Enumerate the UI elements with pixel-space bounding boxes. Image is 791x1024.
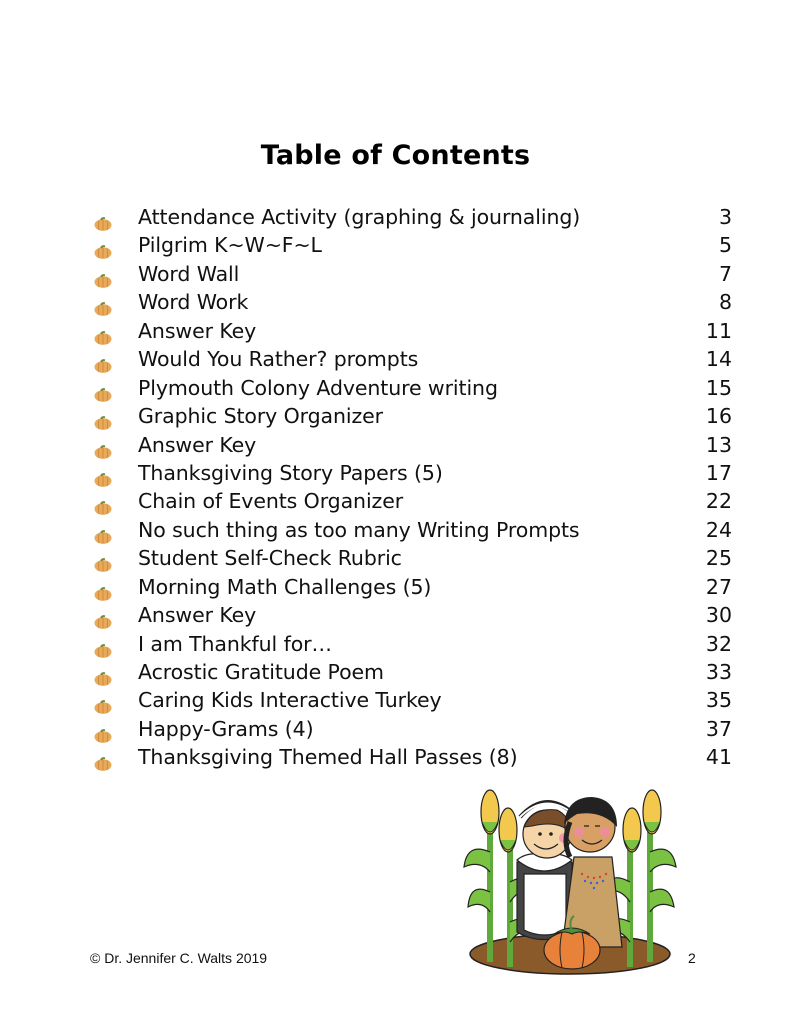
toc-entry[interactable] (92, 374, 742, 402)
thanksgiving-illustration (462, 782, 678, 978)
toc-entry-label: Caring Kids Interactive Turkey (138, 688, 442, 713)
pumpkin-icon (94, 551, 112, 565)
pumpkin-icon (94, 722, 112, 736)
toc-entry-label: Would You Rather? prompts (138, 347, 419, 372)
pumpkin-icon (94, 267, 112, 281)
toc-entry-label: Word Wall (138, 261, 240, 286)
toc-entry-page: 5 (718, 233, 732, 258)
toc-entry-page: 8 (718, 290, 732, 315)
pumpkin-icon (94, 295, 112, 309)
toc-entry-label: Graphic Story Organizer (138, 404, 384, 429)
toc-entry-label: No such thing as too many Writing Prompts (138, 517, 580, 542)
pumpkin-icon (94, 580, 112, 594)
toc-entry-page: 13 (705, 432, 732, 457)
toc-entry[interactable] (92, 630, 742, 658)
toc-entry-page: 27 (705, 574, 732, 599)
toc-entry-page: 33 (705, 660, 732, 684)
pumpkin-icon (94, 324, 112, 338)
toc-entry-page: 35 (705, 688, 732, 713)
pumpkin-icon (94, 693, 112, 707)
toc-entry-page: 32 (705, 631, 732, 656)
toc-entry[interactable] (92, 260, 742, 288)
toc-entry-page: 17 (705, 460, 732, 485)
toc-entry-label: Acrostic Gratitude Poem (138, 660, 384, 684)
pumpkin-icon (94, 494, 112, 508)
toc-entry-page: 24 (705, 517, 732, 542)
toc-entry[interactable] (92, 431, 742, 459)
toc-entry-label: Chain of Events Organizer (138, 489, 404, 514)
toc-entry[interactable] (92, 345, 742, 373)
toc-entry-label: Happy-Grams (4) (138, 716, 314, 741)
toc-entry-label: I am Thankful for… (138, 631, 332, 656)
pumpkin-icon (94, 608, 112, 622)
toc-entry-label: Thanksgiving Themed Hall Passes (8) (138, 745, 518, 770)
toc-entry-page: 7 (718, 261, 732, 286)
pumpkin-icon (94, 466, 112, 480)
toc-entry-label: Attendance Activity (graphing & journaling) (138, 205, 581, 229)
page-title: Table of Contents (260, 140, 531, 171)
copyright-notice: © Dr. Jennifer C. Walts 2019 (90, 950, 268, 966)
toc-entry-label: Answer Key (138, 432, 257, 457)
toc-entry-label: Word Work (138, 290, 249, 315)
toc-entry-page: 15 (705, 375, 732, 400)
toc-entry-label: Pilgrim K~W~F~L (138, 233, 322, 258)
pumpkin-icon (94, 665, 112, 679)
toc-entry-label: Morning Math Challenges (5) (138, 574, 432, 599)
toc-entry-page: 22 (705, 489, 732, 514)
pumpkin-icon (94, 523, 112, 537)
toc-entry[interactable] (92, 402, 742, 430)
pumpkin-icon (94, 381, 112, 395)
toc-entry-page: 11 (705, 318, 732, 343)
pumpkin-icon (94, 352, 112, 366)
toc-entry[interactable] (92, 288, 742, 316)
toc-entry[interactable] (92, 459, 742, 487)
toc-entry[interactable] (92, 715, 742, 743)
toc-entry-label: Plymouth Colony Adventure writing (138, 375, 498, 400)
toc-entry-page: 30 (705, 603, 732, 628)
toc-entry[interactable] (92, 658, 742, 686)
pumpkin-icon (94, 238, 112, 252)
pumpkin-icon (94, 750, 112, 764)
toc-entry-page: 14 (705, 347, 732, 372)
toc-entry-page: 16 (705, 404, 732, 429)
toc-entry[interactable] (92, 317, 742, 345)
toc-entry-page: 25 (705, 546, 732, 571)
toc-entry[interactable] (92, 544, 742, 572)
toc-entry[interactable] (92, 203, 742, 231)
toc-entry-label: Thanksgiving Story Papers (5) (138, 460, 443, 485)
toc-entry[interactable] (92, 743, 742, 771)
toc-entry[interactable] (92, 601, 742, 629)
pumpkin-icon (94, 438, 112, 452)
toc-entry-label: Answer Key (138, 318, 257, 343)
toc-entry[interactable] (92, 516, 742, 544)
toc-entry[interactable] (92, 573, 742, 601)
toc-entry-page: 37 (705, 716, 732, 741)
toc-entry-page: 3 (718, 205, 732, 229)
toc-entry-label: Answer Key (138, 603, 257, 628)
page-number: 2 (688, 950, 696, 966)
pumpkin-icon (94, 210, 112, 224)
toc-entry-label: Student Self-Check Rubric (138, 546, 402, 571)
pumpkin-icon (94, 409, 112, 423)
toc-entry[interactable] (92, 686, 742, 714)
toc-entry[interactable] (92, 487, 742, 515)
toc-entry-page: 41 (705, 745, 732, 770)
toc-entry[interactable] (92, 231, 742, 259)
pumpkin-icon (94, 637, 112, 651)
table-of-contents (92, 203, 742, 772)
